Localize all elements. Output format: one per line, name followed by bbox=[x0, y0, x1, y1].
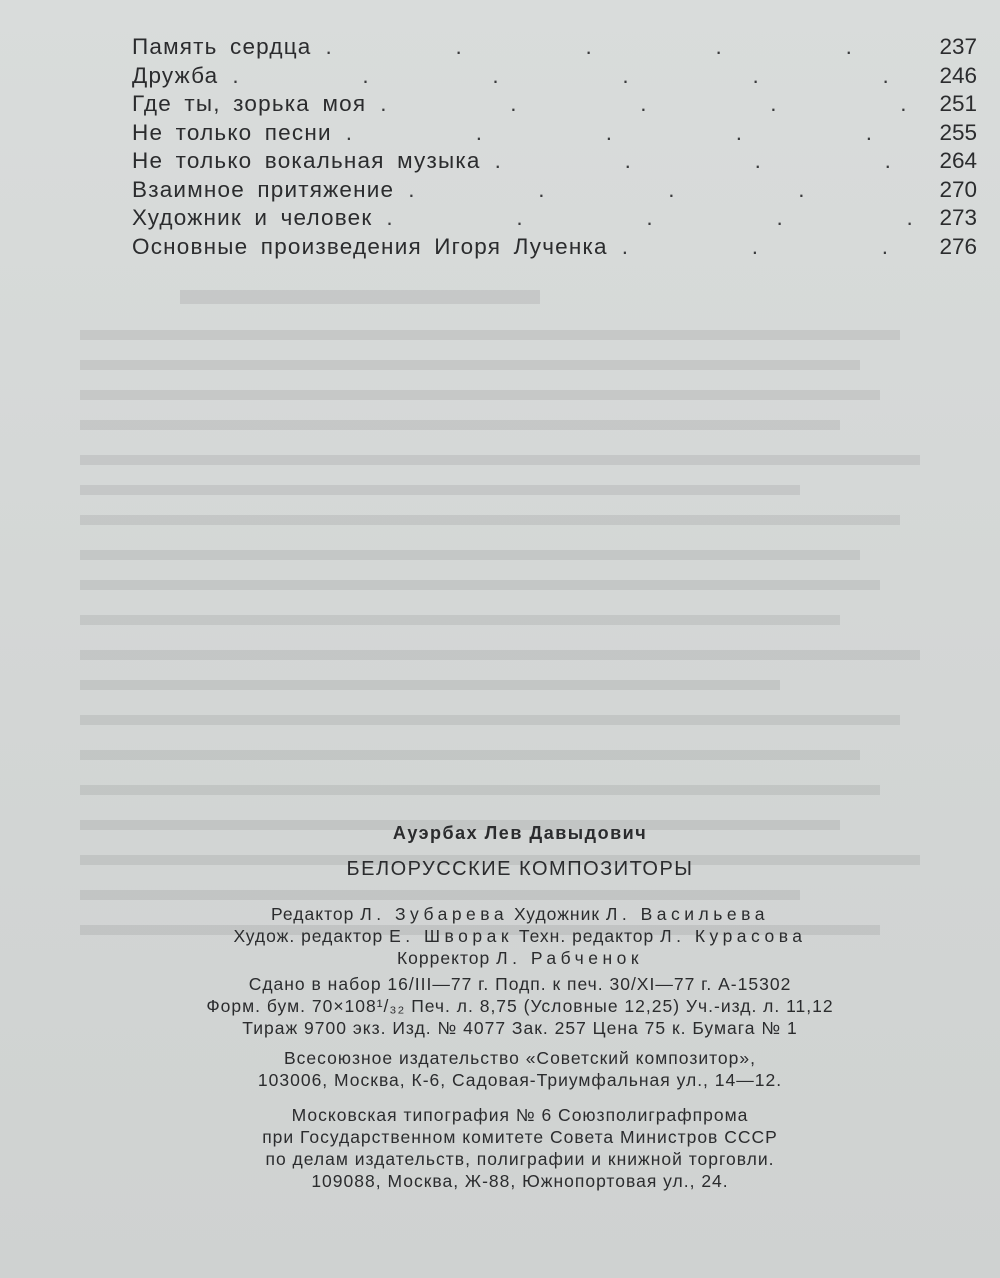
staff-credits bbox=[100, 903, 940, 969]
editor-role: Редактор bbox=[271, 904, 355, 924]
toc-leader-dots bbox=[372, 205, 921, 231]
toc-entry-title: Основные произведения Игоря Лученка bbox=[132, 233, 608, 259]
printer-line: 109088, Москва, Ж-88, Южнопортовая ул., 24. bbox=[311, 1171, 729, 1191]
credits-line bbox=[100, 925, 940, 947]
spec-line: Сдано в набор 16/III—77 г. Подп. к печ. 30/XI—77 г. А-15302 bbox=[248, 974, 792, 994]
toc-leader-dots bbox=[218, 63, 921, 89]
publisher-line: Всесоюзное издательство «Советский композитор», bbox=[283, 1048, 756, 1068]
toc-entry-title: Художник и человек bbox=[132, 205, 373, 230]
printer-line: по делам издательств, полиграфии и книжной торговли. bbox=[265, 1149, 775, 1169]
publisher-info bbox=[100, 1047, 940, 1091]
toc-entry-page: 273 bbox=[939, 205, 977, 230]
art-editor-role: Худож. редактор bbox=[233, 926, 384, 946]
toc-entry-title: Память сердца bbox=[132, 34, 312, 59]
corrector-name: Л. Рабченок bbox=[496, 948, 644, 968]
toc-entry bbox=[132, 177, 977, 206]
toc-entry-title: Где ты, зорька моя bbox=[132, 91, 367, 116]
artist-role: Художник bbox=[514, 904, 601, 924]
toc-entry-page: 255 bbox=[939, 119, 977, 145]
artist-name: Л. Васильева bbox=[605, 904, 769, 924]
toc-entry bbox=[132, 120, 977, 149]
toc-entry bbox=[132, 34, 977, 63]
print-specs bbox=[100, 973, 940, 1039]
toc-leader-dots bbox=[481, 148, 921, 174]
toc-leader-dots bbox=[394, 177, 921, 203]
toc-entry-title: Дружба bbox=[132, 62, 219, 88]
toc-entry-page: 246 bbox=[939, 62, 977, 88]
editor-name: Л. Зубарева bbox=[360, 904, 509, 924]
tech-editor-role: Техн. редактор bbox=[518, 926, 655, 946]
printer-info bbox=[100, 1104, 940, 1192]
toc-entry-page: 264 bbox=[939, 148, 977, 173]
toc-entry bbox=[132, 234, 977, 263]
toc-leader-dots bbox=[312, 34, 921, 60]
toc-entry-page: 270 bbox=[939, 176, 977, 202]
book-title: БЕЛОРУССКИЕ КОМПОЗИТОРЫ bbox=[346, 858, 694, 880]
toc-entry bbox=[132, 148, 977, 177]
toc-entry-page: 276 bbox=[939, 233, 977, 259]
credits-line bbox=[100, 947, 940, 969]
printer-line: при Государственном комитете Совета Министров СССР bbox=[262, 1127, 778, 1147]
credits-line bbox=[100, 903, 940, 925]
toc-leader-dots bbox=[608, 234, 921, 260]
publisher-line: 103006, Москва, К-6, Садовая-Триумфальная ул., 14—12. bbox=[257, 1070, 783, 1090]
table-of-contents bbox=[132, 34, 977, 262]
corrector-role: Корректор bbox=[396, 948, 491, 968]
toc-entry bbox=[132, 63, 977, 92]
toc-entry-page: 251 bbox=[939, 91, 977, 116]
author-name: Ауэрбах Лев Давыдович bbox=[392, 823, 648, 843]
toc-leader-dots bbox=[366, 91, 921, 117]
toc-entry bbox=[132, 205, 977, 234]
toc-entry-title: Не только песни bbox=[132, 119, 332, 145]
spec-line: Форм. бум. 70×108¹/₃₂ Печ. л. 8,75 (Условные 12,25) Уч.-изд. л. 11,12 bbox=[206, 996, 834, 1016]
toc-leader-dots bbox=[332, 120, 921, 146]
toc-entry-page: 237 bbox=[939, 34, 977, 59]
art-editor-name: Е. Шворак bbox=[389, 926, 513, 946]
printer-line: Московская типография № 6 Союзполиграфпрома bbox=[291, 1105, 749, 1125]
toc-entry-title: Не только вокальная музыка bbox=[132, 148, 481, 173]
toc-entry bbox=[132, 91, 977, 120]
tech-editor-name: Л. Курасова bbox=[660, 926, 807, 946]
spec-line: Тираж 9700 экз. Изд. № 4077 Зак. 257 Цена 75 к. Бумага № 1 bbox=[242, 1018, 798, 1038]
toc-entry-title: Взаимное притяжение bbox=[132, 176, 395, 202]
